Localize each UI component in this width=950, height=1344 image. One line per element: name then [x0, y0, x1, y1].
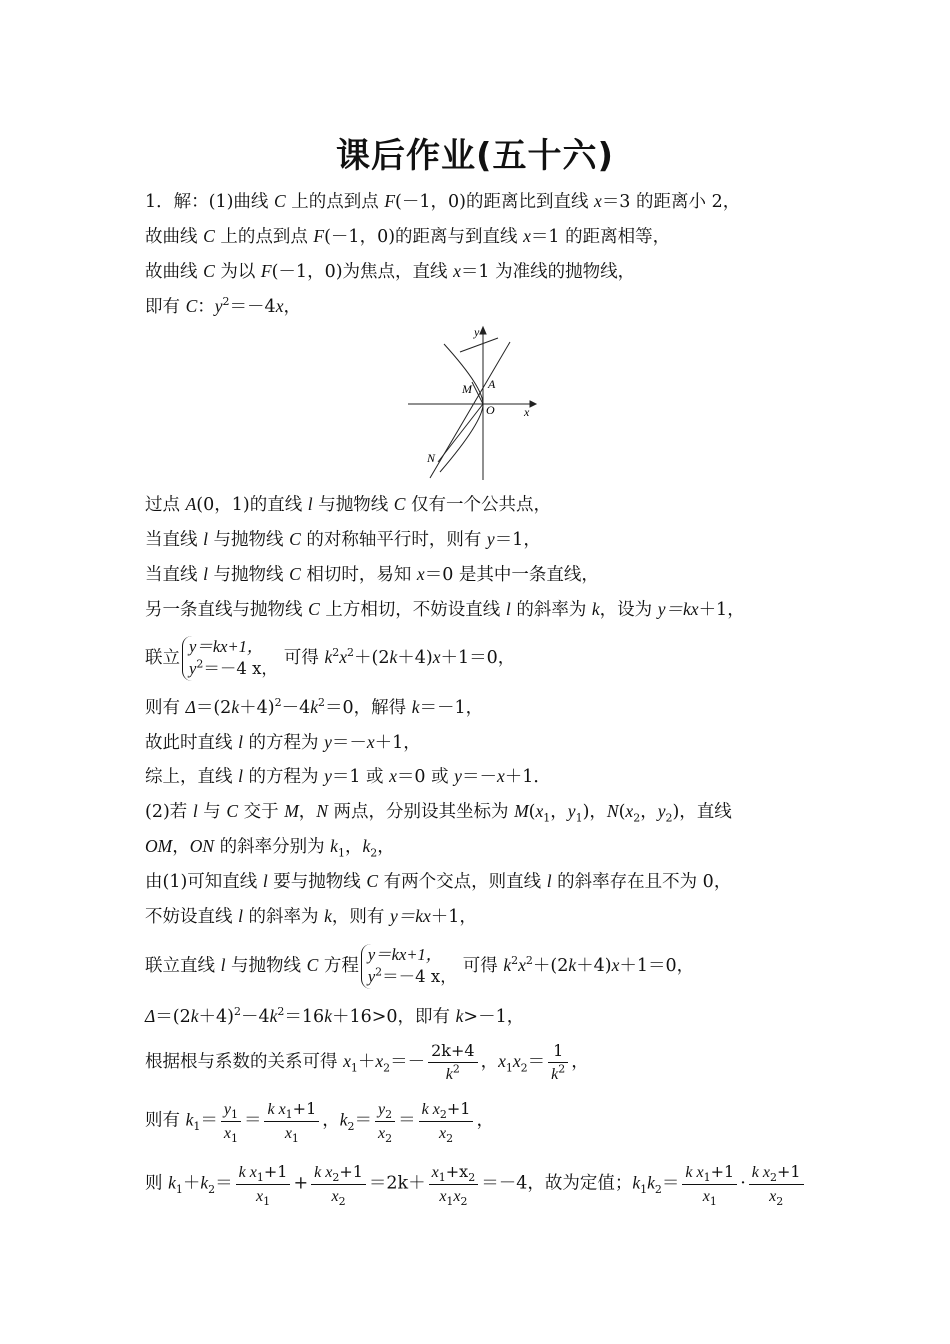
fraction-k2-product: $\frac{k x_2+1}{x_2}$: [749, 1163, 804, 1205]
tangent-line: [460, 338, 498, 352]
text-line-8: 另一条直线与抛物线 C 上方相切，不妨设直线 l 的斜率为 k，设为 y＝kx＋1，: [145, 599, 745, 620]
text-line-19: 根据根与系数的关系可得 $x_1+x_2=-$ $\frac{2k+4}{k^2}$ ，$x_1x_2=$ $\frac{1}{k^2}$ ，: [145, 1041, 589, 1083]
label-a: A: [488, 377, 496, 391]
fraction-y1-x1: $\frac{y_1}{x_1}$: [221, 1100, 241, 1142]
text-line-5: 过点 A(0，1)的直线 l 与抛物线 C 仅有一个公共点，: [145, 494, 552, 515]
text-line-2: 故曲线 C 上的点到点 F(－1，0)的距离与到直线 x＝1 的距离相等，: [145, 226, 671, 247]
label-y: y: [474, 325, 480, 339]
text-line-7: 当直线 l 与抛物线 C 相切时，易知 x＝0 是其中一条直线，: [145, 564, 599, 585]
equation-system-2: y＝kx+1， $y^2=-4$ x，: [361, 944, 457, 989]
fraction-kx1-x1: $\frac{k x_1+1}{x_1}$: [264, 1100, 319, 1142]
text-line-14: OM，ON 的斜率分别为 $k_1$，$k_2$，: [145, 836, 395, 860]
parabola-figure: [400, 322, 550, 484]
fraction-k1-product: $\frac{k x_1+1}{x_1}$: [682, 1163, 737, 1205]
fraction-kx2-x2: $\frac{k x_2+1}{x_2}$: [419, 1100, 474, 1142]
text-line-4: 即有 C：$y^2=-4x$，: [145, 295, 301, 317]
text-line-15: 由(1)可知直线 l 要与抛物线 C 有两个交点，则直线 l 的斜率存在且不为 0，: [145, 871, 732, 892]
fraction-product-roots: $\frac{1}{k^2}$: [548, 1042, 568, 1083]
line-on: [438, 404, 483, 462]
fraction-y2-x2: $\frac{y_2}{x_2}$: [375, 1100, 395, 1142]
text-line-11: 故此时直线 l 的方程为 y＝－x＋1，: [145, 732, 421, 753]
fraction-sum-roots: $\frac{2k+4}{k^2}$: [428, 1042, 477, 1083]
fraction-k1-expanded: $\frac{k x_1+1}{x_1}$: [236, 1163, 291, 1205]
label-x: x: [524, 405, 530, 419]
equation-system-1: y＝kx+1， $y^2=-4$ x，: [182, 636, 278, 681]
line-om: [472, 382, 483, 404]
text-line-9: 联立y＝kx+1， $y^2=-4$ x，可得 $k^2x^2+(2k+4)x+1=0$，: [145, 636, 515, 681]
parabola-curve: [440, 344, 483, 472]
label-n: N: [427, 451, 436, 465]
text-line-16: 不妨设直线 l 的斜率为 k，则有 y＝kx＋1，: [145, 906, 477, 927]
label-o: O: [486, 403, 495, 417]
text-line-20: 则有 $k_1=$ $\frac{y_1}{x_1}$ ＝ $\frac{k x_1+1}{x_1}$ ，$k_2=$ $\frac{y_2}{x_2}$ ＝ $\frac{k x_2+1}{x_2}$ ，: [145, 1099, 494, 1145]
text-line-10: 则有 $\Delta=(2k+4)^2-4k^2=0$，解得 k＝－1，: [145, 696, 484, 718]
y-axis-arrow: [480, 327, 486, 334]
text-line-1: 1．解：(1)曲线 C 上的点到点 F(－1，0)的距离比到直线 x＝3 的距离小 2，: [145, 191, 741, 212]
fraction-k2-expanded: $\frac{k x_2+1}{x_2}$: [311, 1163, 366, 1205]
text-line-6: 当直线 l 与抛物线 C 的对称轴平行时，则有 y＝1，: [145, 529, 541, 550]
text-line-18: $\Delta=(2k+4)^2-4k^2=16k+16>0$，即有 k>－1，: [145, 1005, 525, 1027]
label-m: M: [462, 382, 472, 396]
text-line-3: 故曲线 C 为以 F(－1，0)为焦点，直线 x＝1 为准线的抛物线，: [145, 261, 636, 282]
page-title: 课后作业(五十六): [335, 136, 615, 176]
text-line-21: 则 $k_1+k_2=$ $\frac{k x_1+1}{x_1}$ + $\frac{k x_2+1}{x_2}$ ＝2k＋ $\frac{x_1+x_2}{x_1x_2}$ ＝－4，故为定值；$k_1k_2=$ $\frac{k x_1+1}{x_1}$ · $\frac{k x_2+1}{x_2}$: [145, 1163, 807, 1205]
text-line-13: (2)若 l 与 C 交于 M，N 两点，分别设其坐标为 $M(x_1$，$y_1$)，$N(x_2$，$y_2$)，直线: [145, 801, 732, 825]
text-line-17: 联立直线 l 与抛物线 C 方程y＝kx+1， $y^2=-4$ x，可得 $k^2x^2+(2k+4)x+1=0$，: [145, 944, 694, 989]
text-line-12: 综上，直线 l 的方程为 y＝1 或 x＝0 或 y＝－x＋1．: [145, 766, 551, 787]
x-axis-arrow: [530, 401, 536, 407]
fraction-sum-over-product: $\frac{x_1+x_2}{x_1x_2}$: [429, 1163, 479, 1205]
